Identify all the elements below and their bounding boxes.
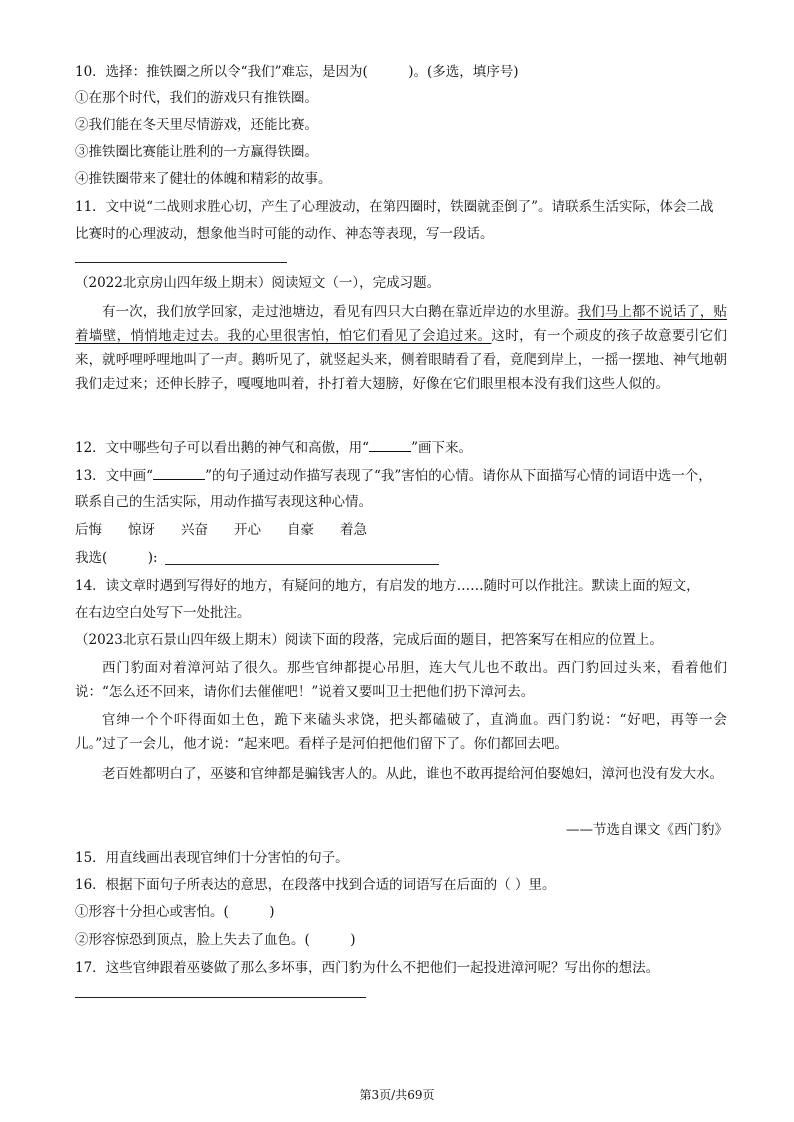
passage-text-a: 有一次，我们放学回家，走过池塘边，看见有四只大白鹅在靠近岸边的水里游。 [102, 304, 578, 320]
section2-paragraph-3: 老百姓都明白了，巫婆和官绅都是骗钱害人的。从此，谁也不敢再提给河伯娶媳妇，漳河也没有发大水。 [102, 766, 723, 782]
q16-stem: 16．根据下面句子所表达的意思，在段落中找到合适的词语写在后面的（ ）里。 [75, 877, 556, 893]
section1-passage [75, 300, 727, 396]
section1-header: （2022北京房山四年级上期末）阅读短文（一），完成习题。 [75, 275, 441, 291]
section2-paragraph-1: 西门豹面对着漳河站了很久。那些官绅都提心吊胆，连大气儿也不敢出。西门豹回过头来，看着他们说：“怎么还不回来，请你们去催催吧！”说着又要叫卫士把他们扔下漳河去。 [75, 660, 727, 700]
q16-item-2: ②形容惊恐到顶点，脸上失去了血色。( ) [75, 932, 356, 948]
passage-text-b: 这时，有一个顽皮的孩子故意要引它们来，就呼哩呼哩地叫了一声。鹅听见了，就竖起头来，侧着眼睛看了看，竟爬到岸上，一摇一摆地、神气地朝我们走过来；还伸长脖子，嘎嘎地叫着，扑打着大翅膀，好像在它们眼里根本没有我们这些人似的。 [75, 328, 728, 392]
q13-line-1 [75, 465, 712, 486]
q10-stem: 10．选择：推铁圈之所以令“我们”难忘，是因为( )。(多选，填序号) [75, 64, 519, 80]
q11-answer-line [75, 262, 287, 263]
word-option: 着急 [340, 522, 367, 538]
passage-underline-1: 我们马上都不说话了， [577, 304, 714, 320]
q10-option-1: ①在那个时代，我们的游戏只有推铁圈。 [75, 90, 318, 106]
word-option: 后悔 [75, 522, 102, 538]
q13-answer-line [165, 564, 439, 565]
q13-line-2: 联系自己的生活实际，用动作描写表现这种心情。 [75, 494, 372, 510]
q11-line-2: 比赛时的心理波动，想象他当时可能的动作、神态等表现，写一段话。 [75, 226, 494, 242]
q10-option-3: ③推铁圈比赛能让胜利的一方赢得铁圈。 [75, 144, 318, 160]
section2-paragraph-2: 官绅一个个吓得面如土色，跪下来磕头求饶，把头都磕破了，直淌血。西门豹说：“好吧，再等一会儿。”过了一会儿，他才说：“起来吧。看样子是河伯把他们留下了。你们都回去吧。 [75, 712, 727, 752]
q16-item-1: ①形容十分担心或害怕。( ) [75, 904, 275, 920]
passage-underline-2: 贴着墙壁，悄悄地走过去。我的心里很害怕，怕它们看见了会追过来。 [75, 304, 728, 344]
q14-line-1: 14．读文章时遇到写得好的地方，有疑问的地方，有启发的地方……随时可以作批注。默读上面的短文， [75, 578, 700, 594]
section2-header: （2023北京石景山四年级上期末）阅读下面的段落，完成后面的题目，把答案写在相应的位置上。 [75, 632, 663, 648]
q13-text-before: 13．文中画“ [75, 468, 154, 484]
q12 [75, 437, 472, 458]
word-option: 开心 [234, 522, 261, 538]
q15: 15．用直线画出表现官绅们十分害怕的句子。 [75, 850, 349, 866]
section2-source: ——节选自课文《西门豹》 [566, 822, 728, 838]
q10-option-2: ②我们能在冬天里尽情游戏，还能比赛。 [75, 117, 318, 133]
q13-blank [153, 465, 205, 480]
page-footer: 第3页/共69页 [359, 1088, 435, 1102]
q14-line-2: 在右边空白处写下一处批注。 [75, 605, 251, 621]
word-option: 兴奋 [181, 522, 208, 538]
q13-text-after: ”的句子通过动作描写表现了“我”害怕的心情。请你从下面描写心情的词语中选一个， [205, 468, 712, 484]
q17: 17．这些官绅跟着巫婆做了那么多坏事，西门豹为什么不把他们一起投进漳河呢？写出你的想法。 [75, 960, 660, 976]
q17-answer-line [75, 997, 366, 998]
word-option: 惊讶 [128, 522, 155, 538]
q13-words [75, 520, 393, 540]
q12-text-before: 12．文中哪些句子可以看出鹅的神气和高傲，用“ [75, 440, 370, 456]
q12-text-after: ”画下来。 [411, 440, 472, 456]
word-option: 自豪 [287, 522, 314, 538]
q10-option-4: ④推铁圈带来了健壮的体魄和精彩的故事。 [75, 171, 332, 187]
q11-line-1: 11．文中说“二战则求胜心切，产生了心理波动，在第四圈时，铁圈就歪倒了”。请联系生活实际，体会二战 [75, 199, 714, 215]
q12-blank [369, 437, 411, 452]
q13-choose: 我选( ): [75, 550, 158, 566]
